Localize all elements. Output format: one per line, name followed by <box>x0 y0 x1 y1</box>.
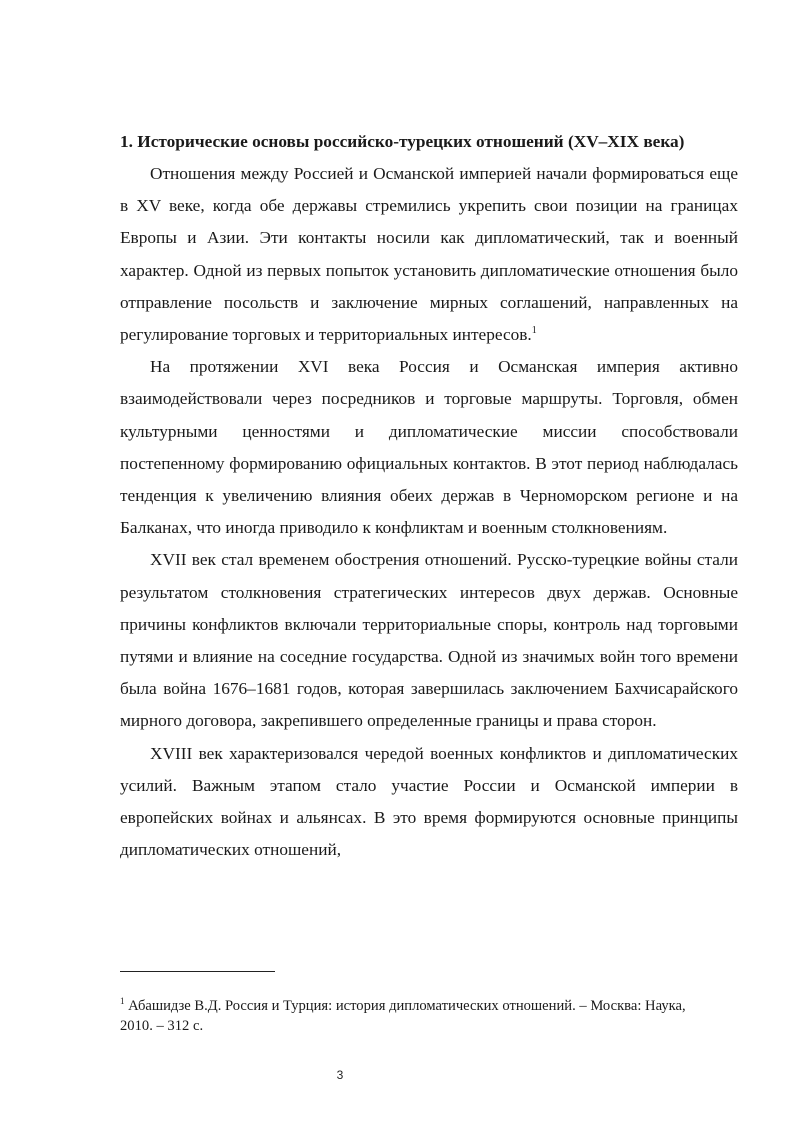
paragraph-4 <box>120 738 738 867</box>
footnote <box>120 996 720 1036</box>
paragraph-4-text: XVIII век характеризовался чередой военных конфликтов и дипломатических усилий. Важным этапом стало участие России и Османской империи в европейских войнах и альянсах. В это время формируются основные принципы дипломатических отношений, <box>120 743 738 860</box>
footnote-marker: 1 <box>120 996 125 1007</box>
paragraph-3-text: XVII век стал временем обострения отношений. Русско-турецкие войны стали результатом столкновения стратегических интересов двух держав. Основные причины конфликтов включали территориальные споры, контроль над торговыми путями и влияние на соседние государства. Одной из значимых войн того времени была война 1676–1681 годов, которая завершилась заключением Бахчисарайского мирного договора, закрепившего определенные границы и права сторон. <box>120 550 738 731</box>
body-text <box>120 126 738 866</box>
paragraph-1-text: Отношения между Россией и Османской империей начали формироваться еще в XV веке, когда обе державы стремились укрепить свои позиции на границах Европы и Азии. Эти контакты носили как дипломатический, так и военный характер. Одной из первых попыток установить дипломатические отношения было отправление посольств и заключение мирных соглашений, направленных на регулирование торговых и территориальных интересов. <box>120 164 738 345</box>
footnote-reference[interactable]: 1 <box>531 325 537 337</box>
paragraph-1 <box>120 158 738 351</box>
paragraph-2-text: На протяжении XVI века Россия и Османская империя активно взаимодействовали через посредников и торговые маршруты. Торговля, обмен культурными ценностями и дипломатические миссии способствовали постепенному формированию официальных контактов. В этот период наблюдалась тенденция к увеличению влияния обеих держав в Черноморском регионе и на Балканах, что иногда приводило к конфликтам и военным столкновениям. <box>120 357 738 538</box>
paragraph-2 <box>120 351 738 544</box>
section-heading: 1. Исторические основы российско-турецких отношений (XV–XIX века) <box>120 132 685 151</box>
page-number: 3 <box>336 1068 344 1082</box>
footnote-separator <box>120 971 275 972</box>
paragraph-3 <box>120 544 738 737</box>
footnote-text: Абашидзе В.Д. Россия и Турция: история дипломатических отношений. – Москва: Наука, 2010. – 312 с. <box>120 998 686 1034</box>
